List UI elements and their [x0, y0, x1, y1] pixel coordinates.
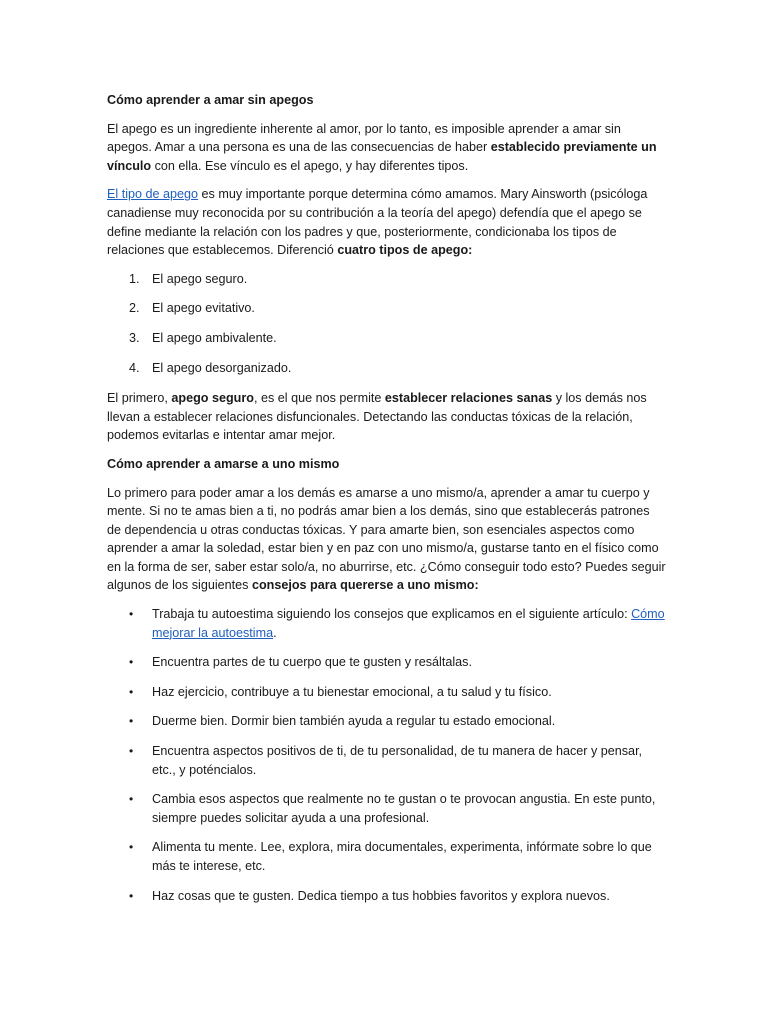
- bullet-icon: •: [129, 684, 134, 699]
- list-item: • Haz ejercicio, contribuye a tu bienestar emocional, a tu salud y tu físico.: [107, 683, 667, 702]
- paragraph-apego-seguro: El primero, apego seguro, es el que nos permite establecer relaciones sanas y los demás nos llevan a establecer relaciones disfuncionales. Detectando las conductas tóxicas de la relación, podemos evitarlas e intentar amar mejor.: [107, 391, 647, 443]
- paragraph-amarse-intro: Lo primero para poder amar a los demás es amarse a uno mismo/a, aprender a amar tu cuerpo y mente. Si no te amas bien a ti, no podrás amar bien a los demás, sino que establecerás patrones de dependencia u otras conductas tóxicas. Y para amarte bien, son esenciales aspectos como aprender a amar la soledad, estar bien y en paz con uno mismo/a, gustarse tanto en el físico como en la forma de ser, saber estar solo/a, no aburrirse, etc. ¿Cómo conseguir todo esto? Puedes seguir algunos de los siguientes consejos para quererse a uno mismo:: [107, 485, 666, 593]
- list-item: • Duerme bien. Dormir bien también ayuda a regular tu estado emocional.: [107, 712, 667, 731]
- list-item: • Haz cosas que te gusten. Dedica tiempo a tus hobbies favoritos y explora nuevos.: [107, 887, 667, 906]
- bullet-icon: •: [129, 888, 134, 903]
- list-item: 1. El apego seguro.: [129, 271, 248, 286]
- bullet-icon: •: [129, 744, 134, 759]
- list-item: • Alimenta tu mente. Lee, explora, mira documentales, experimenta, infórmate sobre lo que más te interese, etc.: [129, 840, 652, 873]
- numbered-list-tipos-apego: [107, 270, 667, 377]
- link-tipo-de-apego[interactable]: El tipo de apego: [107, 187, 199, 202]
- list-item: • Encuentra partes de tu cuerpo que te gusten y resáltalas.: [107, 653, 667, 672]
- document-page: [107, 91, 667, 917]
- paragraph-apego-intro: El apego es un ingrediente inherente al amor, por lo tanto, es imposible aprender a amar sin apegos. Amar a una persona es una de las consecuencias de haber establecido previamente un vínculo con ella. Ese vínculo es el apego, y hay diferentes tipos.: [107, 121, 657, 173]
- list-item: • Cambia esos aspectos que realmente no te gustan o te provocan angustia. En este punto, siempre puedes solicitar ayuda a una profesional.: [129, 792, 656, 825]
- list-item: • Encuentra aspectos positivos de ti, de tu personalidad, de tu manera de hacer y pensar, etc., y poténcialos.: [129, 744, 643, 777]
- bullet-icon: •: [129, 792, 134, 807]
- bullet-icon: •: [129, 840, 134, 855]
- section-heading-amarse: Cómo aprender a amarse a uno mismo: [107, 456, 340, 471]
- list-item: • Trabaja tu autoestima siguiendo los consejos que explicamos en el siguiente artículo: Cómo mejorar la autoestima.: [129, 607, 665, 640]
- bullet-icon: •: [129, 607, 134, 622]
- list-item: 2. El apego evitativo.: [129, 301, 255, 316]
- list-item: 3. El apego ambivalente.: [129, 330, 277, 345]
- section-heading-apegos: Cómo aprender a amar sin apegos: [107, 93, 314, 107]
- bullet-icon: •: [129, 655, 134, 670]
- paragraph-tipo-apego: El tipo de apego es muy importante porque determina cómo amamos. Mary Ainsworth (psicóloga canadiense muy reconocida por su contribución a la teoría del apego) defendía que el apego se define mediante la relación con los padres y que, posteriormente, condicionaba los tipos de relaciones que establecemos. Diferenció cuatro tipos de apego:: [107, 187, 648, 258]
- list-item: 4. El apego desorganizado.: [129, 360, 292, 375]
- bullet-list-consejos: [107, 605, 667, 905]
- bullet-icon: •: [129, 714, 134, 729]
- link-mejorar-autoestima[interactable]: Cómo mejorar la autoestima: [152, 607, 665, 640]
